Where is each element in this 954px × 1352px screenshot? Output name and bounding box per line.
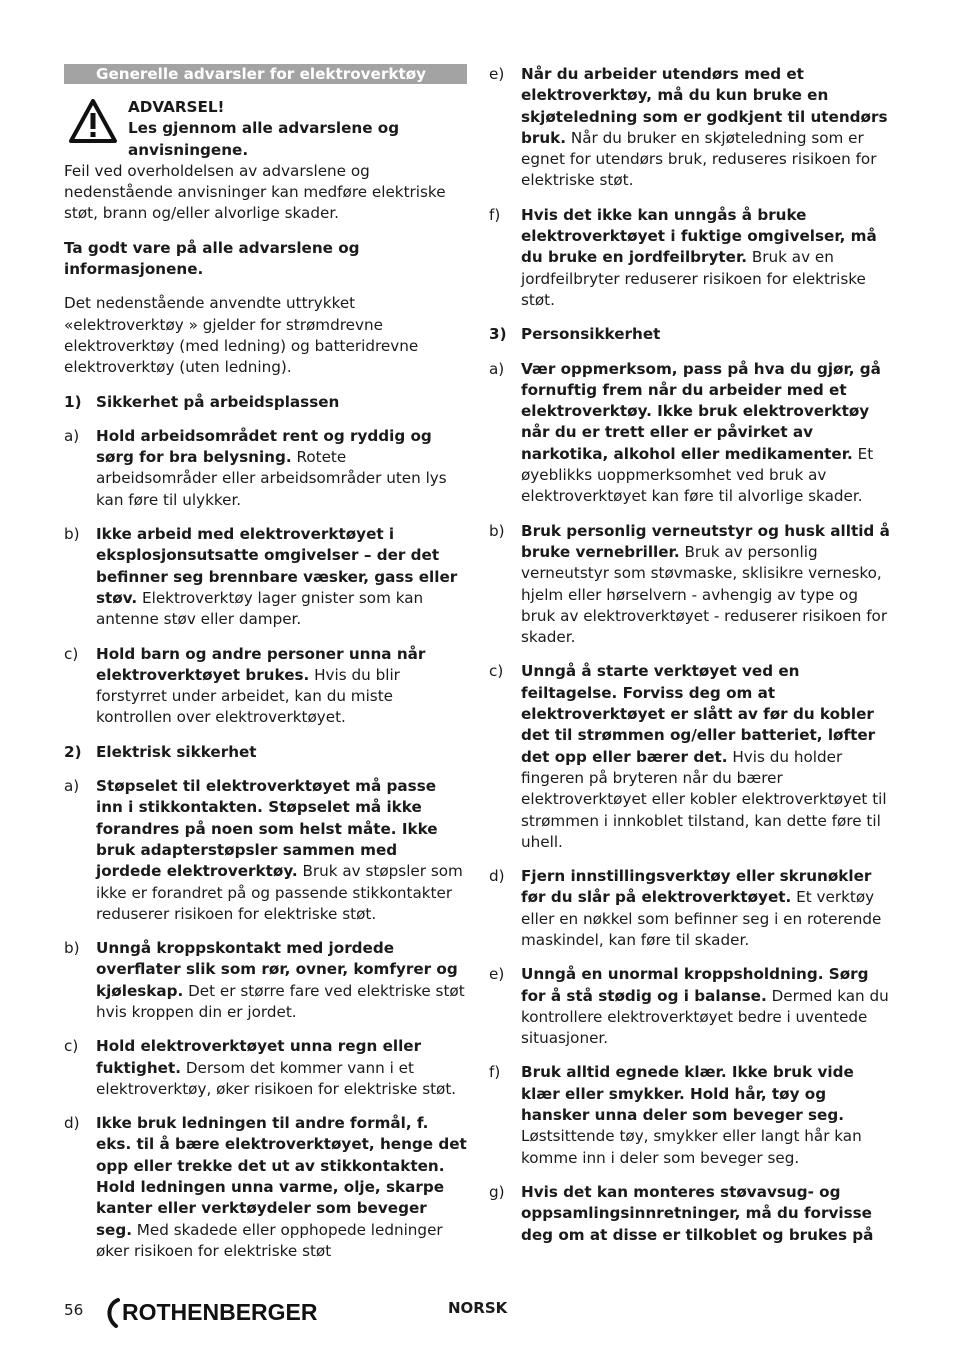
item-normal-text: Et verktøy eller en nøkkel som befinner seg i en roterende maskindel, kan føre til skader. — [521, 888, 882, 949]
item-text — [96, 426, 467, 511]
item-label: c) — [64, 1037, 79, 1056]
section-3-heading — [489, 324, 891, 345]
item-normal-text: Dermed kan du kontrollere elektroverktøyet bedre i uventede situasjoner. — [521, 986, 889, 1048]
rothenberger-logo — [104, 1296, 414, 1330]
item-bold-text: Bruk personlig verneutstyr og husk alltid å bruke vernebriller. — [521, 521, 890, 561]
section-1-heading — [64, 392, 467, 413]
list-item — [64, 524, 467, 630]
item-bold-text: Vær oppmerksom, pass på hva du gjør, gå fornuftig frem når du arbeider med et elektroverktøy. Ikke bruk elektroverktøy når du er trett eller er påvirket av narkotika, alkohol eller medikamenter. — [521, 359, 881, 463]
item-normal-text: Bruk av personlig verneutstyr som støvmaske, sklisikre vernesko, hjelm eller hørselvern - avhengig av type og bruk av elektroverktøyet - reduserer risikoen for skader. — [521, 542, 888, 647]
section-title-bar: Generelle advarsler for elektroverktøy — [64, 64, 467, 84]
item-normal-text: Når du bruker en skjøteledning som er egnet for utendørs bruk, reduseres risikoen for elektriske støt. — [521, 128, 877, 190]
item-label: a) — [64, 426, 80, 445]
section-number: 1) — [64, 392, 82, 411]
warning-block — [64, 97, 467, 161]
section-2-list — [64, 776, 467, 1262]
list-item — [64, 644, 467, 729]
item-bold-text: Hold barn og andre personer unna når elektroverktøyet brukes. — [96, 644, 426, 684]
list-item — [64, 938, 467, 1023]
item-text — [96, 644, 467, 729]
item-label: b) — [489, 521, 505, 540]
brand-text: ROTHENBERGER — [122, 1299, 318, 1325]
section-number: 3) — [489, 325, 507, 344]
item-normal-text: Bruk av støpsler som ikke er forandret på og passende stikkontakter reduserer risikoen for elektriske støt. — [96, 862, 463, 923]
item-bold-text: Støpselet til elektroverktøyet må passe inn i stikkontakten. Støpselet må ikke forandres på noen som helst måte. Ikke bruk adapterstøpsler sammen med jordede elektroverktøy. — [96, 777, 438, 881]
item-text — [96, 776, 467, 925]
list-item — [64, 776, 467, 925]
item-bold-text: Unngå kroppskontakt med jordede overflater slik som rør, ovner, komfyrer og kjøleskap. — [96, 939, 458, 1000]
item-bold-text: Fjern innstillingsverktøy eller skrunøkler før du slår på elektroverktøyet. — [521, 867, 872, 907]
item-text — [521, 205, 891, 311]
item-text — [521, 359, 891, 508]
item-label: f) — [489, 205, 501, 224]
page-number: 56 — [64, 1301, 84, 1319]
item-label: e) — [489, 965, 505, 984]
item-text — [96, 938, 467, 1023]
section-3-list — [489, 359, 891, 1246]
item-bold-text: Hold elektroverktøyet unna regn eller fuktighet. — [96, 1037, 422, 1077]
warning-subtitle: Les gjennom alle advarslene og anvisningene. — [128, 119, 400, 159]
item-bold-text: Hvis det kan monteres støvavsug- og oppsamlingsinnretninger, må du forvisse deg om at disse er tilkoblet og brukes på — [521, 1182, 874, 1244]
item-text — [521, 1182, 891, 1246]
item-normal-text: Elektroverktøy lager gnister som kan antenne støv eller damper. — [96, 588, 424, 629]
item-bold-text: Unngå å starte verktøyet ved en feiltagelse. Forviss deg om at elektroverktøyet er slått av før du kobler det til strømmen og/eller batteriet, løfter det opp eller bærer det. — [521, 662, 876, 766]
item-text — [521, 64, 891, 192]
item-normal-text: Det er større fare ved elektriske støt hvis kroppen din er jordet. — [96, 981, 465, 1021]
list-item — [64, 426, 467, 511]
list-item — [64, 1036, 467, 1100]
item-normal-text: Et øyeblikks uoppmerksomhet ved bruk av elektroverktøyet kan føre til alvorlige skader. — [521, 444, 874, 506]
language-label: NORSK — [448, 1299, 508, 1317]
section-number: 2) — [64, 742, 82, 761]
item-bold-text: Ikke arbeid med elektroverktøyet i eksplosjonsutsatte omgivelser – der det befinner seg brennbare væsker, gass eller støv. — [96, 525, 458, 607]
item-text — [96, 1113, 467, 1262]
left-column — [64, 64, 467, 1275]
item-label: c) — [489, 662, 504, 681]
item-normal-text: Med skadede eller opphopede ledninger øker risikoen for elektriske støt — [96, 1220, 443, 1260]
intro-paragraph-2: Ta godt vare på alle advarslene og informasjonene. — [64, 238, 360, 279]
item-normal-text: Løstsittende tøy, smykker eller langt hår kan komme inn i deler som beveger seg. — [521, 1127, 862, 1167]
item-label: d) — [64, 1114, 80, 1133]
item-bold-text: Bruk alltid egnede klær. Ikke bruk vide klær eller smykker. Hold hår, tøy og hansker unna deler som beveger seg. — [521, 1063, 854, 1125]
item-text — [96, 1036, 467, 1100]
item-label: a) — [64, 777, 80, 796]
list-item — [489, 1062, 891, 1168]
page-footer — [64, 1296, 894, 1336]
item-label: d) — [489, 867, 505, 886]
warning-triangle-icon — [68, 98, 118, 144]
item-label: f) — [489, 1063, 501, 1082]
intro-paragraph-3: Det nedenstående anvendte uttrykket «elektroverktøy » gjelder for strømdrevne elektroverktøy (med ledning) og batteridrevne elektroverktøy (uten ledning). — [64, 294, 419, 377]
item-label: b) — [64, 525, 80, 544]
list-item — [489, 964, 891, 1049]
item-text — [521, 866, 891, 951]
right-column — [489, 64, 891, 1259]
item-bold-text: Hold arbeidsområdet rent og ryddig og sørg for bra belysning. — [96, 426, 432, 467]
item-text — [521, 964, 891, 1049]
item-bold-text: Ikke bruk ledningen til andre formål, f. eks. til å bære elektroverktøyet, henge det opp eller trekke det ut av stikkontakten. Hold ledningen unna varme, olje, skarpe kanter eller verktøydeler som beveger seg. — [96, 1114, 467, 1239]
item-label: g) — [489, 1182, 505, 1201]
item-bold-text: Unngå en unormal kroppsholdning. Sørg for å stå stødig og i balanse. — [521, 965, 869, 1005]
item-normal-text: Bruk av en jordfeilbryter reduserer risikoen for elektriske støt. — [521, 248, 866, 309]
section-title: Sikkerhet på arbeidsplassen — [96, 392, 340, 411]
list-item — [489, 521, 891, 649]
list-item — [489, 661, 891, 853]
warning-title: ADVARSEL! — [128, 98, 225, 116]
item-bold-text: Hvis det ikke kan unngås å bruke elektroverktøyet i fuktige omgivelser, må du bruke en jordfeilbryter. — [521, 205, 877, 267]
item-normal-text: Rotete arbeidsområder eller arbeidsområder uten lys kan føre til ulykker. — [96, 448, 447, 509]
list-item — [489, 1182, 891, 1246]
section-2-heading — [64, 742, 467, 763]
item-text — [521, 521, 891, 649]
item-bold-text: Når du arbeider utendørs med et elektroverktøy, må du kun bruke en skjøteledning som er godkjent til utendørs bruk. — [521, 65, 888, 147]
list-item — [489, 866, 891, 951]
item-text — [96, 524, 467, 630]
section-title: Elektrisk sikkerhet — [96, 742, 257, 761]
item-text — [521, 661, 891, 853]
list-item — [489, 205, 891, 311]
section-title: Personsikkerhet — [521, 325, 661, 344]
list-item — [64, 1113, 467, 1262]
list-item — [489, 359, 891, 508]
list-item — [489, 64, 891, 192]
item-label: b) — [64, 939, 80, 958]
intro-paragraph-1: Feil ved overholdelsen av advarslene og nedenstående anvisninger kan medføre elektriske støt, brann og/eller alvorlige skader. — [64, 161, 446, 223]
item-normal-text: Dersom det kommer vann i et elektroverktøy, øker risikoen for elektriske støt. — [96, 1058, 457, 1098]
item-text — [521, 1062, 891, 1168]
section-1-list — [64, 426, 467, 729]
item-label: a) — [489, 359, 505, 378]
section-2-continued-list — [489, 64, 891, 311]
item-normal-text: Hvis du blir forstyrret under arbeidet, kan du miste kontrollen over elektroverktøyet. — [96, 665, 400, 727]
item-normal-text: Hvis du holder fingeren på bryteren når du bærer elektroverktøyet eller kobler elektroverktøyet til strømmen i innkoblet tilstand, kan dette føre til uhell. — [521, 747, 887, 851]
item-label: e) — [489, 65, 505, 83]
item-label: c) — [64, 644, 79, 663]
